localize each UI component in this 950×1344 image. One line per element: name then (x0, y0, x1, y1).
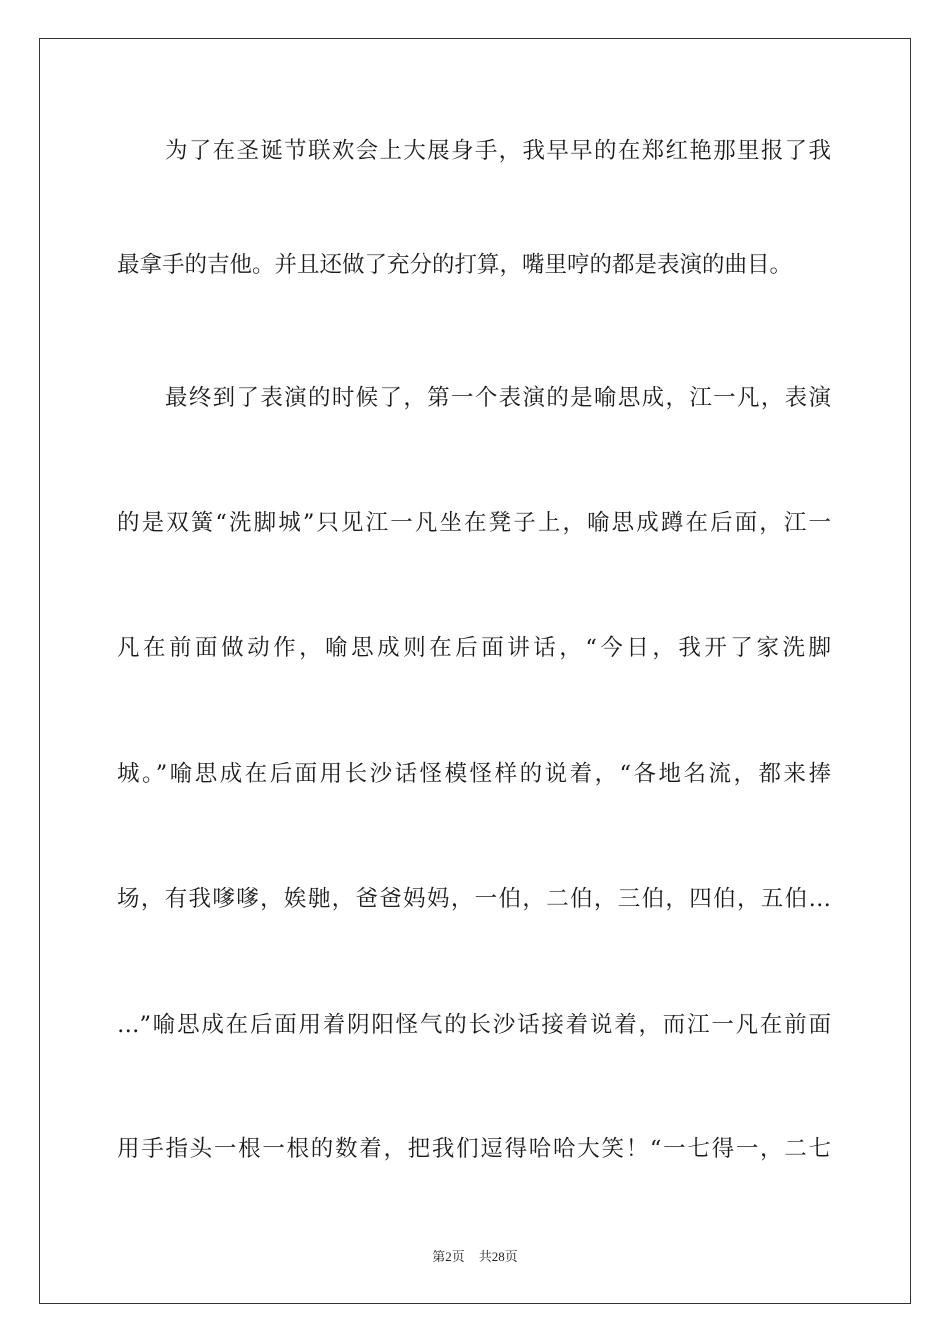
paragraph-2-line-4: 城。”喻思成在后面用长沙话怪模怪样的说着，“各地名流，都来捧 (117, 761, 831, 787)
paragraph-1-line-1: 为了在圣诞节联欢会上大展身手，我早早的在郑红艳那里报了我 (165, 138, 831, 164)
paragraph-2-line-6: …”喻思成在后面用着阴阳怪气的长沙话接着说着，而江一凡在前面 (117, 1012, 831, 1038)
page-border (39, 38, 911, 1304)
paragraph-1-line-2: 最拿手的吉他。并且还做了充分的打算，嘴里哼的都是表演的曲目。 (117, 252, 793, 278)
paragraph-2-line-2: 的是双簧“洗脚城”只见江一凡坐在凳子上，喻思成蹲在后面，江一 (117, 510, 831, 536)
paragraph-2-line-7: 用手指头一根一根的数着，把我们逗得哈哈大笑！“一七得一，二七 (117, 1136, 831, 1162)
page-footer (0, 1248, 950, 1266)
paragraph-2-line-1: 最终到了表演的时候了，第一个表演的是喻思成，江一凡，表演 (165, 385, 831, 411)
paragraph-2-line-3: 凡在前面做动作，喻思成则在后面讲话，“今日，我开了家洗脚 (117, 635, 831, 661)
total-pages: 共28页 (478, 1249, 518, 1264)
page-number: 第2页 (432, 1249, 465, 1264)
paragraph-2-line-5: 场，有我嗲嗲，娭毑，爸爸妈妈，一伯，二伯，三伯，四伯，五伯… (117, 886, 831, 912)
